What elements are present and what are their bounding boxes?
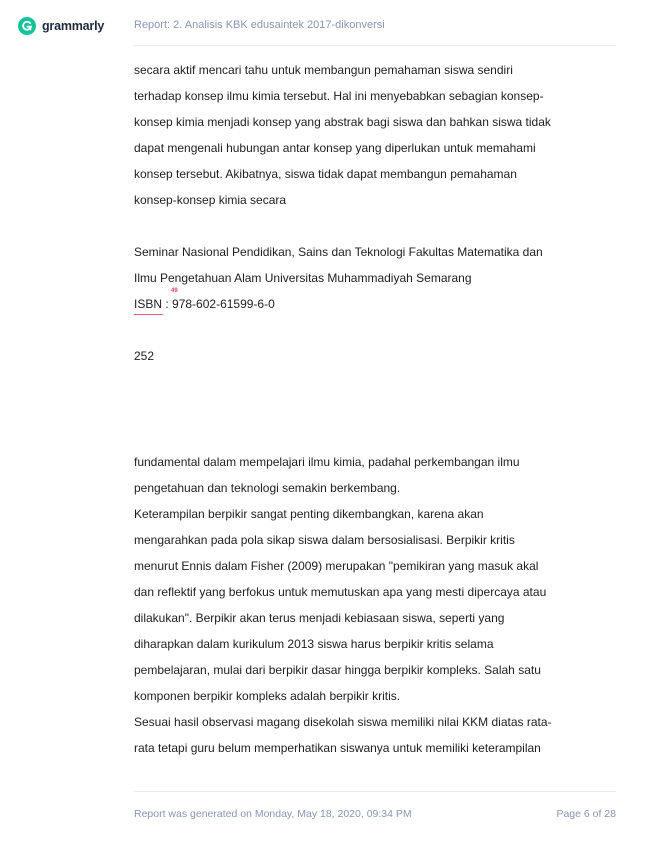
text-line: konsep tersebut. Akibatnya, siswa tidak dapat membangun pemahaman <box>134 167 517 181</box>
issue-marker[interactable]: 49 <box>171 288 178 294</box>
text-line: pengetahuan dan teknologi semakin berkembang. <box>134 481 401 495</box>
seminar-block <box>134 239 619 317</box>
grammarly-logo <box>18 17 104 35</box>
grammarly-g-icon <box>18 17 36 35</box>
text-line: rata tetapi guru belum memperhatikan siswanya untuk memiliki keterampilan <box>134 741 541 755</box>
page-number: 252 <box>134 349 155 363</box>
text-line: terhadap konsep ilmu kimia tersebut. Hal ini menyebabkan sebagian konsep- <box>134 89 544 103</box>
paragraph-2 <box>134 449 619 761</box>
text-line: diharapkan dalam kurikulum 2013 siswa harus berpikir kritis selama <box>134 637 494 651</box>
report-title: Report: 2. Analisis KBK edusaintek 2017-dikonversi <box>134 19 385 31</box>
isbn-line <box>134 288 619 317</box>
isbn-separator: : <box>162 297 173 311</box>
text-line: konsep kimia menjadi konsep yang abstrak bagi siswa dan bahkan siswa tidak <box>134 115 551 129</box>
text-line: dan reflektif yang berfokus untuk memutuskan apa yang mesti dipercaya atau <box>134 585 547 599</box>
text-line: Keterampilan berpikir sangat penting dikembangkan, karena akan <box>134 507 484 521</box>
isbn-label[interactable]: ISBN <box>134 291 162 317</box>
text-line: fundamental dalam mempelajari ilmu kimia, padahal perkembangan ilmu <box>134 455 520 469</box>
header-divider <box>134 45 616 46</box>
text-line: mengarahkan pada pola sikap siswa dalam bersosialisasi. Berpikir kritis <box>134 533 515 547</box>
text-line: komponen berpikir kompleks adalah berpikir kritis. <box>134 689 401 703</box>
page-indicator: Page 6 of 28 <box>556 808 616 820</box>
isbn-value: 978-602-61599-6-0 <box>172 297 275 311</box>
footer-divider <box>134 791 616 792</box>
report-header <box>0 0 650 46</box>
seminar-line: Seminar Nasional Pendidikan, Sains dan Teknologi Fakultas Matematika dan <box>134 245 543 259</box>
text-line: dapat mengenali hubungan antar konsep yang diperlukan untuk memahami <box>134 141 536 155</box>
report-generated-text: Report was generated on Monday, May 18, 2020, 09:34 PM <box>134 808 412 820</box>
text-line: secara aktif mencari tahu untuk membangun pemahaman siswa sendiri <box>134 63 513 77</box>
text-line: dilakukan". Berpikir akan terus menjadi kebiasaan siswa, seperti yang <box>134 611 505 625</box>
text-line: Sesuai hasil observasi magang disekolah siswa memiliki nilai KKM diatas rata- <box>134 715 552 729</box>
logo-text: grammarly <box>42 19 105 33</box>
seminar-line: Ilmu Pengetahuan Alam Universitas Muhammadiyah Semarang <box>134 271 472 285</box>
paragraph-1 <box>134 57 619 213</box>
text-line: konsep-konsep kimia secara <box>134 193 287 207</box>
page-number-block <box>134 343 619 369</box>
text-line: pembelajaran, mulai dari berpikir dasar hingga berpikir kompleks. Salah satu <box>134 663 541 677</box>
text-line: menurut Ennis dalam Fisher (2009) merupakan "pemikiran yang masuk akal <box>134 559 539 573</box>
